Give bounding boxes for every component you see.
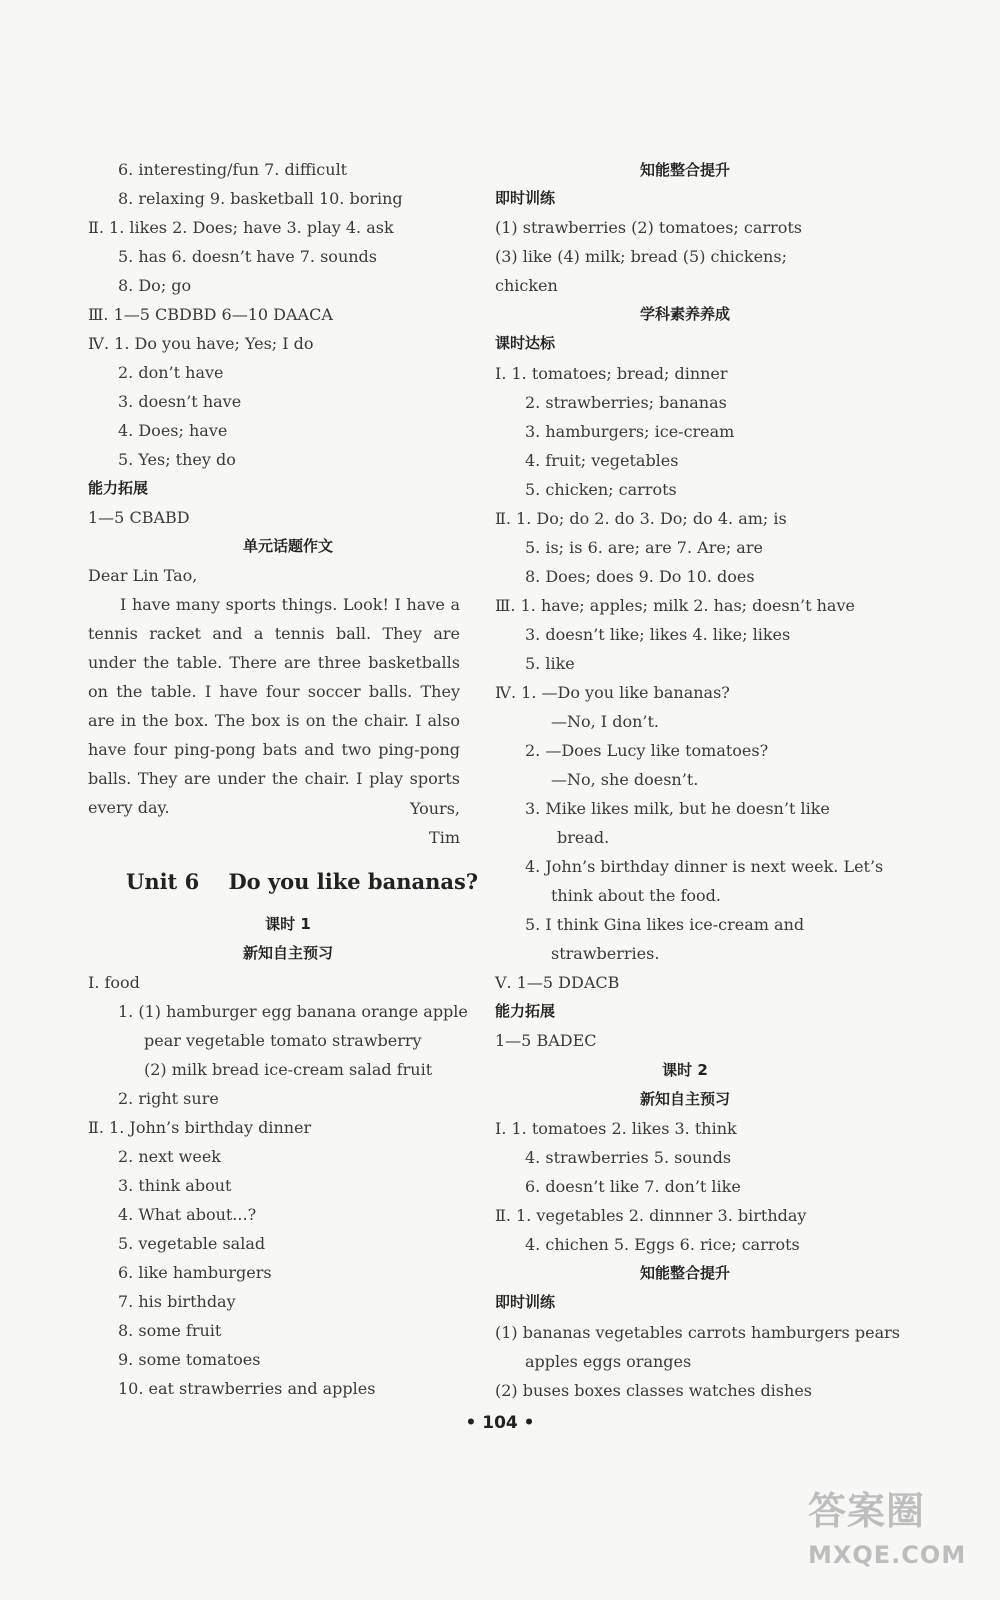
essay-heading: 单元话题作文	[242, 537, 333, 555]
right-answer-line: (1) bananas vegetables carrots hamburgers pears	[495, 1323, 900, 1342]
left-answer-line: 4. Does; have	[118, 421, 228, 440]
right-answer-line: think about the food.	[551, 886, 721, 905]
essay-signature: Tim	[429, 828, 460, 847]
right-answer-line: 4. chichen 5. Eggs 6. rice; carrots	[525, 1235, 800, 1254]
right-answer-line: 知能整合提升	[639, 1264, 730, 1282]
right-answer-line: 4. strawberries 5. sounds	[525, 1148, 732, 1167]
left-answer-line: 8. some fruit	[118, 1321, 222, 1340]
left-answer-line: 8. relaxing 9. basketball 10. boring	[118, 189, 403, 208]
left-answer-line: 10. eat strawberries and apples	[118, 1379, 376, 1398]
right-answer-line: Ⅰ. 1. tomatoes; bread; dinner	[495, 364, 728, 383]
right-answer-line: Ⅰ. 1. tomatoes 2. likes 3. think	[495, 1119, 737, 1138]
right-answer-line: 1—5 BADEC	[495, 1031, 597, 1050]
ability-answer: 1—5 CBABD	[88, 508, 190, 527]
right-answer-line: 3. Mike likes milk, but he doesn’t like	[525, 799, 830, 818]
left-answer-line: Ⅱ. 1. John’s birthday dinner	[88, 1118, 312, 1137]
right-answer-line: 5. chicken; carrots	[525, 480, 677, 499]
unit-number: Unit 6	[126, 869, 200, 894]
left-answer-line: 1. (1) hamburger egg banana orange apple	[118, 1002, 468, 1021]
right-answer-line: Ⅳ. 1. —Do you like bananas?	[495, 683, 730, 702]
watermark-sub: MXQE.COM	[808, 1541, 967, 1569]
right-answer-line: 课时达标	[495, 334, 556, 352]
right-answer-line: Ⅲ. 1. have; apples; milk 2. has; doesn’t have	[495, 596, 855, 615]
right-answer-line: 5. I think Gina likes ice-cream and	[525, 915, 805, 934]
right-answer-line: Ⅱ. 1. vegetables 2. dinnner 3. birthday	[495, 1206, 807, 1225]
essay-body	[88, 590, 460, 822]
right-answer-line: 4. John’s birthday dinner is next week. Let’s	[525, 857, 884, 876]
left-answer-line: 2. right sure	[118, 1089, 219, 1108]
left-answer-line: 3. doesn’t have	[118, 392, 242, 411]
right-answer-line: 课时 2	[662, 1061, 708, 1079]
watermark-logo	[808, 1480, 978, 1590]
right-answer-line: 3. hamburgers; ice-cream	[525, 422, 735, 441]
unit-title	[126, 869, 478, 894]
left-answer-line: 9. some tomatoes	[118, 1350, 261, 1369]
right-answer-line: 6. doesn’t like 7. don’t like	[525, 1177, 741, 1196]
ability-heading: 能力拓展	[88, 479, 149, 497]
right-answer-line: apples eggs oranges	[525, 1352, 692, 1371]
right-answer-line: —No, I don’t.	[551, 712, 659, 731]
left-answer-line: Ⅱ. 1. likes 2. Does; have 3. play 4. ask	[88, 218, 394, 237]
left-answer-line: 6. interesting/fun 7. difficult	[118, 160, 348, 179]
preview-heading: 新知自主预习	[242, 944, 333, 962]
right-answer-line: 8. Does; does 9. Do 10. does	[525, 567, 755, 586]
right-answer-line: 2. —Does Lucy like tomatoes?	[525, 741, 769, 760]
left-answer-line: 8. Do; go	[118, 276, 192, 295]
essay-closing: Yours,	[409, 799, 460, 818]
right-answer-line: 4. fruit; vegetables	[525, 451, 679, 470]
essay-greeting: Dear Lin Tao,	[88, 566, 198, 585]
right-answer-line: chicken	[495, 276, 558, 295]
right-answer-line: —No, she doesn’t.	[551, 770, 699, 789]
left-answer-line: 7. his birthday	[118, 1292, 236, 1311]
left-answer-line: 2. don’t have	[118, 363, 224, 382]
left-answer-line: 5. has 6. doesn’t have 7. sounds	[118, 247, 377, 266]
right-answer-line: (1) strawberries (2) tomatoes; carrots	[495, 218, 802, 237]
essay-body-text: I have many sports things. Look! I have a tennis racket and a tennis ball. They are under the table. There are three basketballs on the table. I have four soccer balls. They are in the box. The box is on the chair. I also have four ping-pong bats and two ping-pong balls. They are under the chair. I play sports every day.	[88, 595, 460, 817]
right-answer-line: 能力拓展	[495, 1002, 556, 1020]
left-answer-line: 6. like hamburgers	[118, 1263, 272, 1282]
unit-name: Do you like bananas?	[228, 869, 479, 894]
lesson-1-heading: 课时 1	[265, 915, 311, 933]
right-answer-line: (3) like (4) milk; bread (5) chickens;	[495, 247, 787, 266]
watermark-main: 答案圈	[808, 1489, 926, 1533]
right-answer-line: 5. like	[525, 654, 575, 673]
right-answer-line: 即时训练	[495, 1293, 556, 1311]
right-answer-line: 即时训练	[495, 189, 556, 207]
right-answer-line: 新知自主预习	[639, 1090, 730, 1108]
right-answer-line: bread.	[557, 828, 610, 847]
left-answer-line: 4. What about...?	[118, 1205, 257, 1224]
left-answer-line: 5. vegetable salad	[118, 1234, 266, 1253]
right-answer-line: (2) buses boxes classes watches dishes	[495, 1381, 812, 1400]
left-answer-line: Ⅲ. 1—5 CBDBD 6—10 DAACA	[88, 305, 333, 324]
right-answer-line: Ⅴ. 1—5 DDACB	[495, 973, 620, 992]
left-answer-line: 3. think about	[118, 1176, 232, 1195]
left-answer-line: Ⅰ. food	[88, 973, 140, 992]
right-answer-line: 5. is; is 6. are; are 7. Are; are	[525, 538, 763, 557]
right-answer-line: strawberries.	[551, 944, 660, 963]
page-number: • 104 •	[465, 1413, 535, 1433]
left-answer-line: pear vegetable tomato strawberry	[144, 1031, 422, 1050]
left-answer-line: Ⅳ. 1. Do you have; Yes; I do	[88, 334, 314, 353]
right-answer-line: 学科素养养成	[639, 305, 730, 323]
left-answer-line: 2. next week	[118, 1147, 221, 1166]
left-answer-line: 5. Yes; they do	[118, 450, 236, 469]
right-answer-line: 2. strawberries; bananas	[525, 393, 727, 412]
right-answer-line: 3. doesn’t like; likes 4. like; likes	[525, 625, 791, 644]
right-answer-line: Ⅱ. 1. Do; do 2. do 3. Do; do 4. am; is	[495, 509, 787, 528]
left-answer-line: (2) milk bread ice-cream salad fruit	[144, 1060, 433, 1079]
right-answer-line: 知能整合提升	[639, 161, 730, 179]
